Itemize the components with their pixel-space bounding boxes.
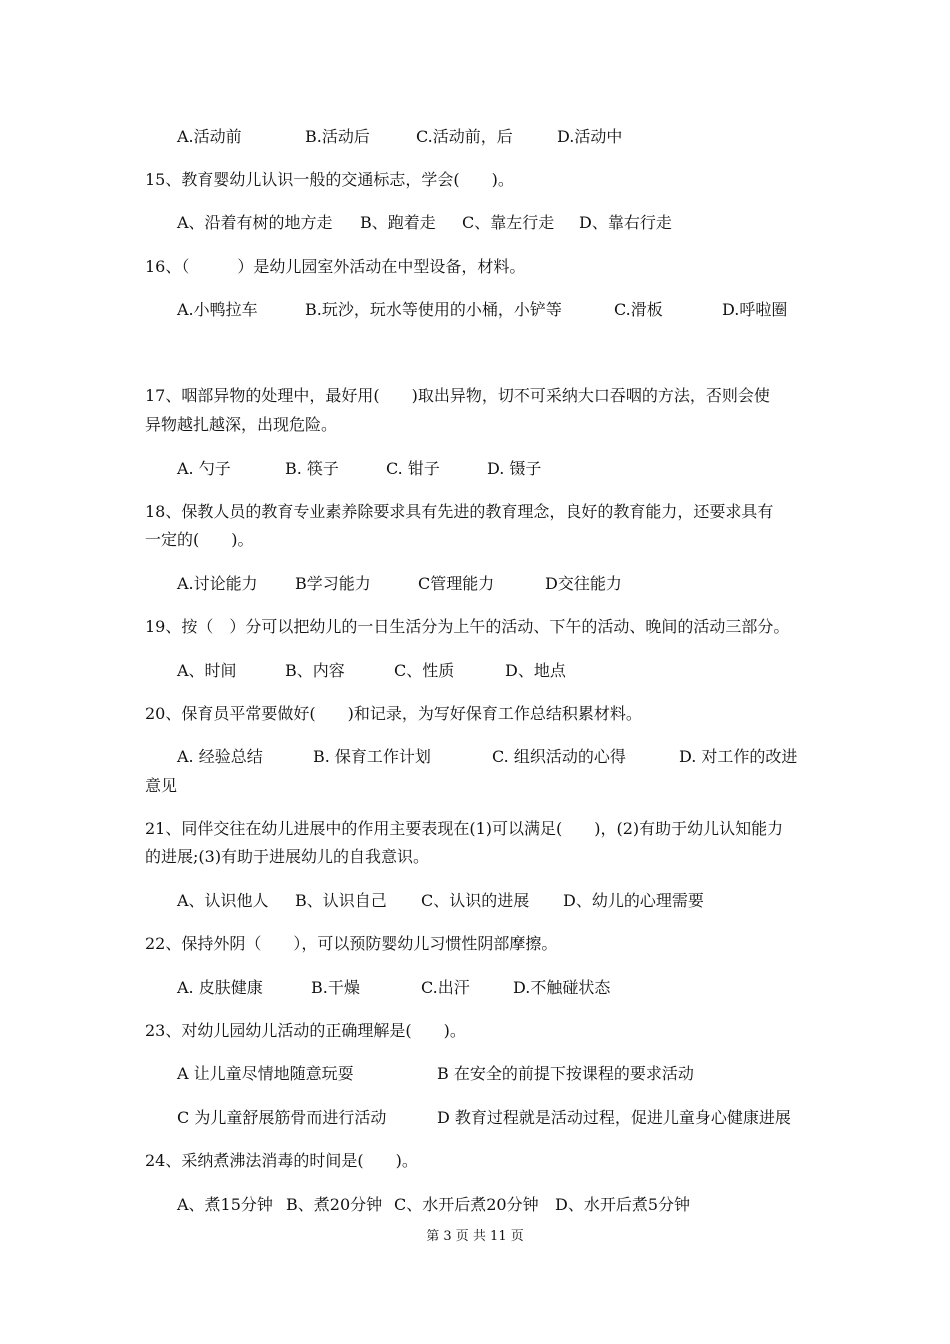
option-c: C、水开后煮20分钟: [394, 1195, 539, 1214]
option-b: B.干燥: [311, 978, 360, 997]
option-c: C.出汗: [421, 978, 470, 997]
option-d: D、靠右行走: [579, 213, 672, 232]
option-a: A.小鸭拉车: [177, 300, 258, 319]
question-20-stem: 20、保育员平常要做好( )和记录，为写好保育工作总结积累材料。: [145, 704, 642, 723]
option-a: A 让儿童尽情地随意玩耍: [177, 1064, 354, 1083]
option-b: B 在安全的前提下按课程的要求活动: [437, 1064, 694, 1083]
option-c: C、认识的进展: [421, 891, 530, 910]
option-c: C、性质: [394, 661, 455, 680]
option-a: A. 勺子: [177, 459, 231, 478]
option-c: C. 钳子: [386, 459, 440, 478]
option-d: D. 对工作的改进: [679, 747, 798, 766]
option-a: A、时间: [177, 661, 237, 680]
question-21-stem-line2: 的进展;(3)有助于进展幼儿的自我意识。: [145, 847, 430, 866]
question-21-stem-line1: 21、同伴交往在幼儿进展中的作用主要表现在(1)可以满足( )，(2)有助于幼儿认知能力: [145, 819, 784, 838]
option-d: D.不触碰状态: [513, 978, 611, 997]
option-a: A. 经验总结: [177, 747, 263, 766]
option-a: A、煮15分钟: [177, 1195, 273, 1214]
option-b: B. 保育工作计划: [313, 747, 431, 766]
option-c: C管理能力: [418, 574, 495, 593]
option-d: D交往能力: [545, 574, 622, 593]
option-c: C、靠左行走: [462, 213, 555, 232]
question-22-stem: 22、保持外阴（ ），可以预防婴幼儿习惯性阴部摩擦。: [145, 934, 558, 953]
option-d: D.活动中: [557, 127, 623, 146]
option-c: C.活动前，后: [416, 127, 513, 146]
option-a: A、沿着有树的地方走: [177, 213, 333, 232]
question-15-stem: 15、教育婴幼儿认识一般的交通标志，学会( )。: [145, 170, 514, 189]
option-b: B.玩沙，玩水等使用的小桶，小铲等: [305, 300, 562, 319]
option-b: B、煮20分钟: [286, 1195, 383, 1214]
option-a: A、认识他人: [177, 891, 269, 910]
option-b: B、跑着走: [360, 213, 436, 232]
option-a: A.讨论能力: [177, 574, 258, 593]
option-d: D.呼啦圈: [722, 300, 788, 319]
option-d: D、地点: [505, 661, 566, 680]
question-17-stem-line2: 异物越扎越深，出现危险。: [145, 415, 338, 434]
option-a: A.活动前: [177, 127, 242, 146]
option-d: D、水开后煮5分钟: [555, 1195, 691, 1214]
option-d: D. 镊子: [487, 459, 542, 478]
option-d: D 教育过程就是活动过程，促进儿童身心健康进展: [437, 1108, 791, 1127]
question-24-stem: 24、采纳煮沸法消毒的时间是( )。: [145, 1151, 418, 1170]
option-d-wrap: 意见: [145, 776, 178, 795]
option-c: C.滑板: [614, 300, 663, 319]
question-18-stem-line2: 一定的( )。: [145, 530, 254, 549]
option-b: B. 筷子: [285, 459, 339, 478]
option-c: C 为儿童舒展筋骨而进行活动: [177, 1108, 387, 1127]
page-number-footer: 第 3 页 共 11 页: [426, 1229, 524, 1244]
question-18-stem-line1: 18、保教人员的教育专业素养除要求具有先进的教育理念，良好的教育能力，还要求具有: [145, 502, 774, 521]
option-b: B学习能力: [295, 574, 371, 593]
option-b: B、认识自己: [295, 891, 387, 910]
question-16-stem: 16、（ ）是幼儿园室外活动在中型设备，材料。: [145, 257, 526, 276]
option-b: B.活动后: [305, 127, 370, 146]
option-c: C. 组织活动的心得: [492, 747, 626, 766]
option-d: D、幼儿的心理需要: [563, 891, 704, 910]
option-a: A. 皮肤健康: [177, 978, 263, 997]
option-b: B、内容: [285, 661, 345, 680]
question-19-stem: 19、按（ ）分可以把幼儿的一日生活分为上午的活动、下午的活动、晚间的活动三部分。: [145, 617, 790, 636]
question-23-stem: 23、对幼儿园幼儿活动的正确理解是( )。: [145, 1021, 466, 1040]
question-17-stem-line1: 17、咽部异物的处理中，最好用( )取出异物，切不可采纳大口吞咽的方法，否则会使: [145, 386, 770, 405]
